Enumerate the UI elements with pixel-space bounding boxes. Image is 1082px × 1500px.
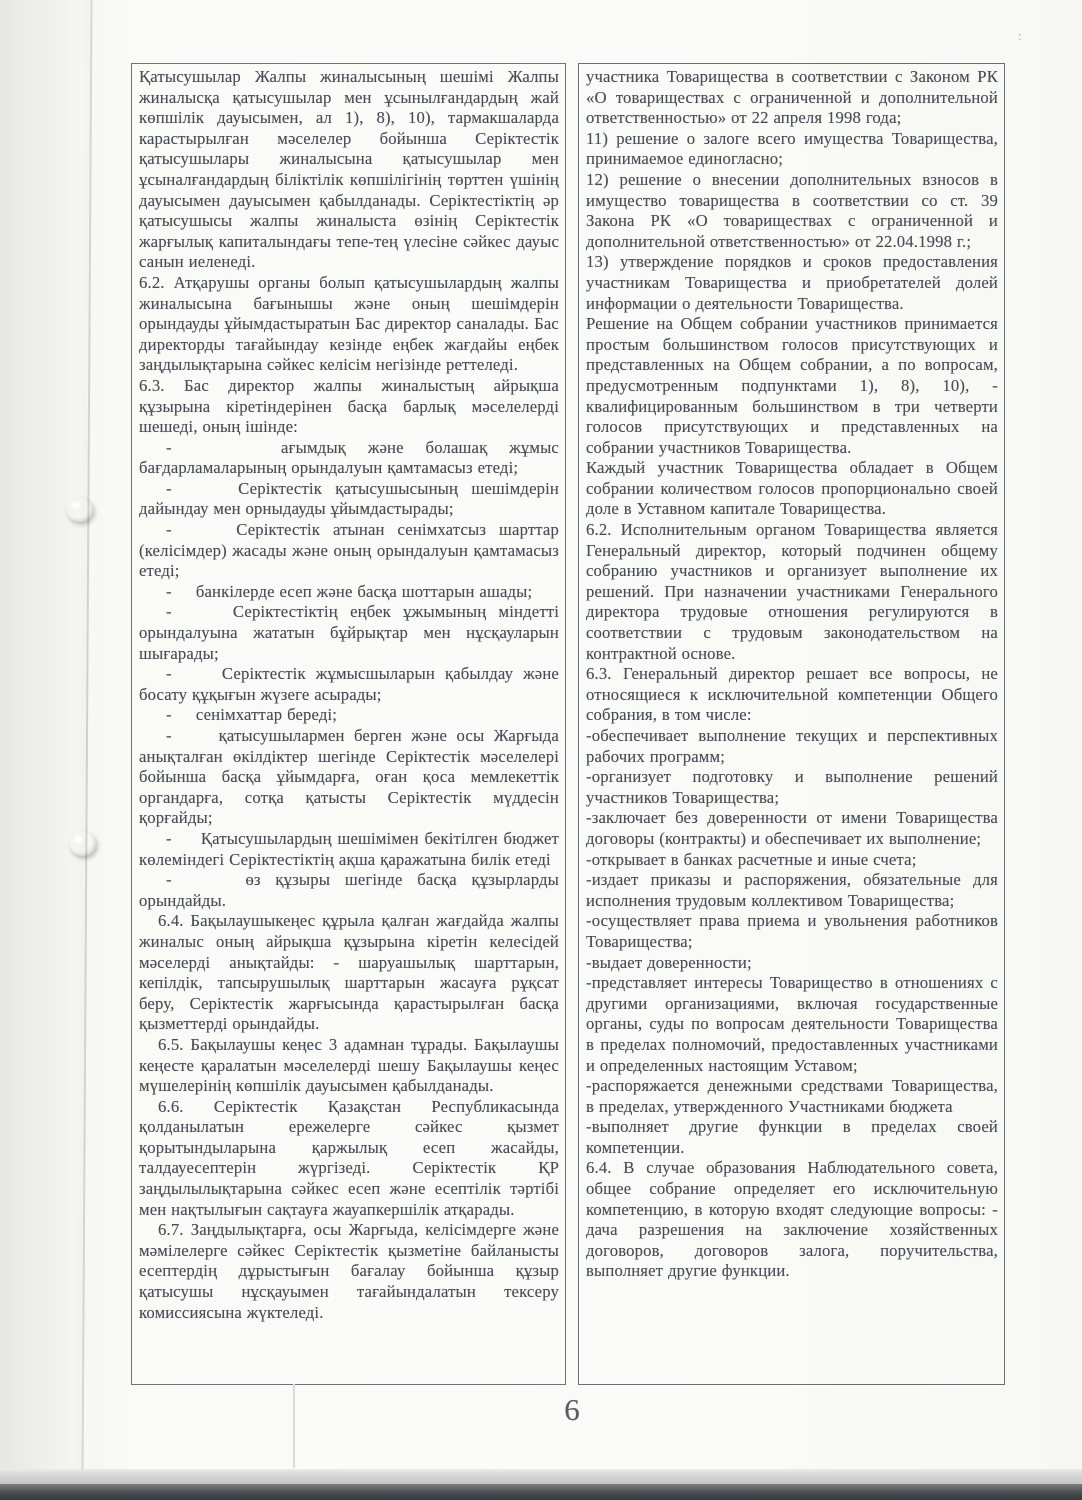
corner-mark: : (1018, 28, 1022, 43)
paragraph: -обеспечивает выполнение текущих и перспективных рабочих программ; (586, 726, 998, 766)
paragraph: 6.2. Атқарушы органы болып қатысушылардың жалпы жиналысына бағынышы және оның шешімдерін орындауды ұйымдастыратын Бас директор саналады. Бас директорды тағайындау кезінде еңбек жағдайы еңбек заңдылықтарына сәйкес келісім негізінде реттеледі. (139, 272, 559, 375)
paragraph: 6.2. Исполнительным органом Товарищества является Генеральный директор, который подчинен общему собранию участников и организует выполнение их решений. При назначении участниками Генерального директора трудовые отношения регулируются в соответствии с трудовым законодательством на контрактной основе. (586, 520, 998, 663)
scan-edge-light (0, 1469, 1082, 1484)
scan-edge-dark (0, 1484, 1082, 1500)
brad-glint (71, 502, 80, 509)
paragraph: - сенімхаттар береді; (166, 705, 338, 725)
paragraph: - Қатысушылардың шешімімен бекітілген бюджет көлеміндегі Серіктестіктің ақша қаражатына билік етеді (139, 828, 559, 869)
paragraph: -заключает без доверенности от имени Товарищества договоры (контракты) и обеспечивает их выполнение; (586, 808, 998, 848)
paragraph: Каждый участник Товарищества обладает в Общем собрании количеством голосов пропорционально своей доле в Уставном капитале Товарищества. (586, 458, 998, 519)
page-number: 6 (564, 1392, 580, 1427)
paragraph: - Серіктестіктің еңбек ұжымының міндетті орындалуына жататын бұйрықтар мен нұсқауларын шығарады; (139, 602, 559, 663)
paragraph: -распоряжается денежными средствами Товарищества, в пределах, утвержденного Участниками бюджета (586, 1076, 998, 1116)
fold-crease (81, 0, 92, 1480)
paragraph: 6.3. Бас директор жалпы жиналыстың айрықша құзырына кіретіндерінен басқа барлық мәселелерді шешеді, оның ішінде: (139, 375, 559, 437)
paragraph: 6.5. Бақылаушы кеңес 3 адамнан тұрады. Бақылаушы кеңесте қаралатын мәселелерді шешу Бақылаушы кеңес мүшелерінің көпшілік дауысымен қабылданады. (139, 1034, 559, 1096)
paragraph: - Серіктестік қатысушысының шешімдерін дайындау мен орныдауды ұйымдастырады; (139, 478, 559, 519)
paragraph: 13) утверждение порядков и сроков предоставления участникам Товарищества и приобретателей долей информации о деятельности Товарищества. (586, 252, 998, 313)
left-column-kazakh-text (131, 63, 566, 1385)
binding-brad-icon (66, 497, 93, 522)
paragraph: - өз құзыры шегінде басқа құзырларды орындайды. (139, 870, 559, 910)
paragraph: -издает приказы и распоряжения, обязательные для исполнения трудовым коллективом Товарищества; (586, 870, 998, 910)
brad-glint (74, 836, 83, 843)
right-column-russian-text (578, 63, 1005, 1385)
paragraph: -организует подготовку и выполнение решений участников Товарищества; (586, 767, 998, 807)
paragraph: участника Товарищества в соответствии с Законом РК «О товариществах с ограниченной и дополнительной ответственностью» от 22 апреля 1998 года; (586, 67, 998, 128)
paragraph: -представляет интересы Товарищество в отношениях с другими организациями, включая государственные органы, суды по вопросам деятельности Товарищества в пределах полномочий, предоставленных участниками и определенных настоящим Уставом; (586, 973, 998, 1075)
paragraph: -выдает доверенности; (586, 952, 752, 972)
paragraph: - қатысушылармен берген және осы Жарғыда анықталған өкілдіктер шегінде Серіктестік мәселелері бойынша басқа ұйымдарға, оған қоса мемлекеттік органдарға, сотқа қатысты Серіктестік мүддесін қорғайды; (139, 726, 559, 828)
paragraph: -открывает в банках расчетные и иные счета; (586, 849, 917, 869)
paragraph: -выполняет другие функции в пределах своей компетенции. (586, 1117, 998, 1157)
paragraph: - ағымдық және болашақ жұмыс бағдарламаларының орындалуын қамтамасыз етеді; (139, 437, 559, 478)
paragraph: - банкілерде есеп және басқа шоттарын ашады; (166, 581, 533, 601)
paragraph: 6.3. Генеральный директор решает все вопросы, не относящиеся к исключительной компетенции Общего собрания, в том числе: (586, 664, 998, 725)
paragraph: - Серіктестік жұмысшыларын қабылдау және босату құқығын жүзеге асырады; (139, 664, 559, 704)
paragraph: 6.6. Серіктестік Қазақстан Республикасында қолданылатын ережелерге сәйкес қызмет қорытындыларына қаржылық есеп жасайды, талдауесептерін жүргізеді. Серіктестік ҚР заңдылылықтарына сәйкес есеп және есептілік тәртібі мен нақтылығын сақтауға жауапкершілік атқарады. (139, 1096, 559, 1219)
binding-brad-icon (69, 831, 96, 856)
paragraph: 6.4. Бақылаушыкеңес құрыла қалған жағдайда жалпы жиналыс оның айрықша құзырына кіретін келесідей мәселерді анықтайды: - шаруашылық шарттарын, кепілдік, тапсырушылық шарттарын жасауға рұқсат беру, Серіктестік жарғысында қарастырылған басқа қызметтерді орындайды. (139, 911, 559, 1034)
paragraph: Қатысушылар Жалпы жиналысының шешімі Жалпы жиналысқа қатысушылар мен ұсынылғандардың жай көпшілік дауысымен, ал 1), 8), 10), тармакшаларда карастырылған мәселелер бойынша Серіктестік қатысушылары жиналысына қатысушылар мен ұсыналғандардың біліктілік көпшілігінің төрттен үшінің дауысымен дауысымен қабылданады. Серіктестіктің әр қатысушысы жалпы жиналыста өзінің Серіктестік жарғылық капиталындағы тепе-тең үлесіне сәйкес дауыс санын иеленеді. (139, 67, 559, 272)
paragraph: -осуществляет права приема и увольнения работников Товарищества; (586, 911, 998, 951)
paragraph: 12) решение о внесении дополнительных взносов в имущество товарищества в соответствии со ст. 39 Закона РК «О товариществах с ограниченной и дополнительной ответственностью» от 22.04.1998 г.; (586, 169, 998, 251)
paragraph: 6.7. Заңдылықтарға, осы Жарғыда, келісімдерге және мәмілелерге сәйкес Серіктестік қызметіне байланысты есептердің дұрыстығын бағалау бойынша құзыр қатысушы нұсқауымен тағайындалатын тексеру комиссиясына жүктеледі. (139, 1220, 559, 1322)
paragraph: 11) решение о залоге всего имущества Товарищества, принимаемое единогласно; (586, 128, 998, 169)
paragraph: 6.4. В случае образования Наблюдательного совета, общее собрание определяет его исключительную компетенцию, в которую входят следующие вопросы: - дача разрешения на заключение хозяйственных договоров, договоров залога, поручительства, выполняет другие функции. (586, 1158, 998, 1281)
paragraph: Решение на Общем собрании участников принимается простым большинством голосов присутствующих и представленных на Общем собрании, а по вопросам, предусмотренным подпунктами 1), 8), 10), - квалифицированным большинством в три четверти голосов присутствующих и представленных на собрании участников Товарищества. (586, 314, 998, 457)
paragraph: - Серіктестік атынан сенімхатсыз шарттар (келісімдер) жасады және оның орындалуын қамтамасыз етеді; (139, 520, 559, 581)
under-page-edge (293, 1384, 295, 1468)
